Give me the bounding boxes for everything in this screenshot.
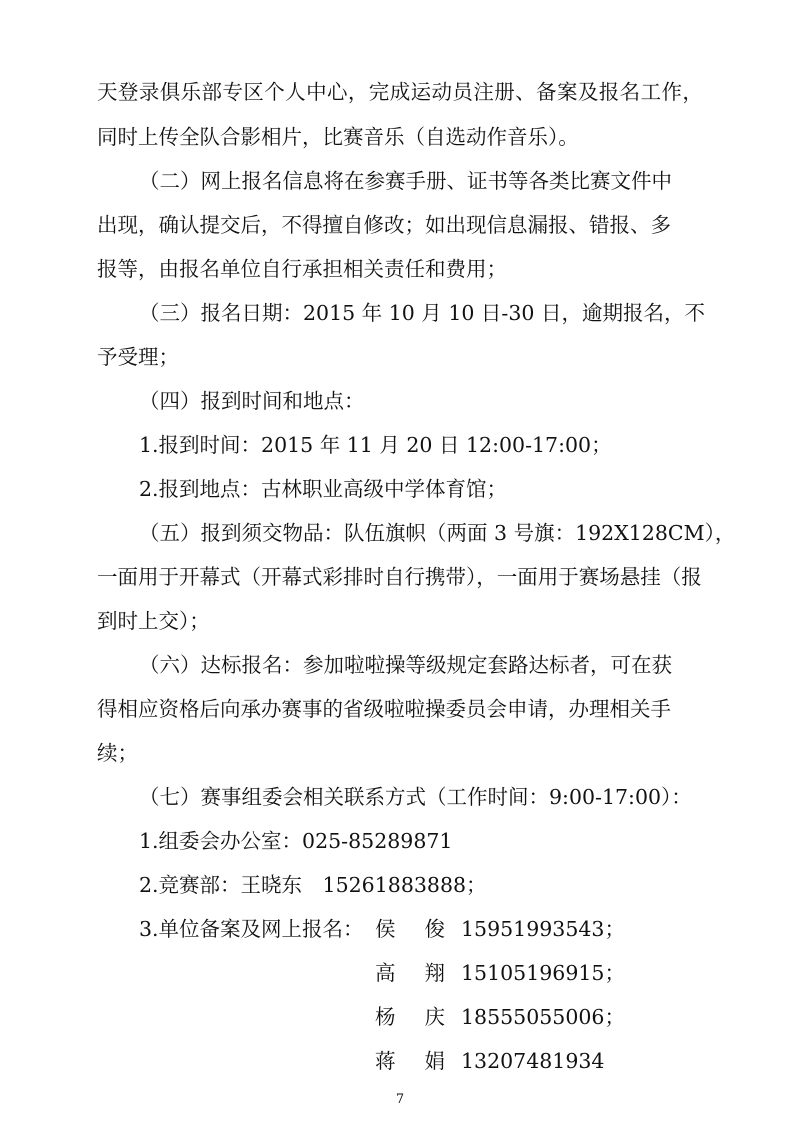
text-line — [97, 78, 703, 106]
glyph: 录 — [138, 80, 160, 104]
text-line: 同时上传全队合影相片，比赛音乐（自选动作音乐）。 — [97, 125, 579, 149]
glyph: 动 — [431, 80, 452, 104]
contact-name: 蒋 娟 — [375, 1049, 445, 1073]
glyph: 员 — [452, 80, 473, 104]
glyph: 、 — [515, 80, 536, 104]
glyph: 俱 — [159, 80, 181, 104]
text-line: 一面用于开幕式（开幕式彩排时自行携带），一面用于赛场悬挂（报 — [97, 565, 702, 589]
glyph: 报 — [598, 80, 620, 104]
text-line: 续； — [97, 741, 138, 765]
glyph: ， — [682, 80, 703, 104]
contact-name: 侯 俊 — [375, 917, 445, 941]
glyph: 人 — [285, 80, 306, 104]
glyph: 案 — [556, 80, 578, 104]
glyph: 心 — [326, 80, 348, 104]
glyph: 成 — [389, 80, 411, 104]
text-line: 得相应资格后向承办赛事的省级啦啦操委员会申请，办理相关手 — [97, 697, 671, 721]
glyph: 备 — [536, 80, 557, 104]
text-line: 2.报到地点：古林职业高级中学体育馆； — [139, 477, 508, 501]
text-line: （七）赛事组委会相关联系方式（工作时间：9:00-17:00）： — [139, 785, 692, 809]
glyph: 区 — [243, 80, 264, 104]
glyph: 登 — [117, 80, 139, 104]
glyph: ， — [347, 80, 369, 104]
text-line: （五）报到须交物品：队伍旗帜（两面 3 号旗：192X128CM）， — [139, 521, 736, 545]
glyph: 名 — [619, 80, 641, 104]
glyph: 册 — [494, 80, 515, 104]
contact-row — [0, 1047, 800, 1075]
contact-row — [0, 915, 800, 943]
text-line: （二）网上报名信息将在参赛手册、证书等各类比赛文件中 — [139, 169, 672, 193]
text-line: 到时上交）； — [97, 609, 210, 633]
glyph: 乐 — [180, 80, 202, 104]
text-line: （六）达标报名：参加啦啦操等级规定套路达标者，可在获 — [139, 653, 672, 677]
glyph: 注 — [473, 80, 494, 104]
page-number: 7 — [395, 1092, 405, 1107]
text-line: 1.报到时间：2015 年 11 月 20 日 12:00-17:00； — [139, 433, 612, 457]
glyph: 专 — [222, 80, 243, 104]
text-line: 1.组委会办公室：025-85289871 — [139, 829, 453, 853]
glyph: 运 — [410, 80, 432, 104]
glyph: 及 — [577, 80, 599, 104]
contact-row — [0, 1003, 800, 1031]
glyph: 中 — [306, 80, 327, 104]
contact-name: 杨 庆 — [375, 1005, 445, 1029]
text-line: 2.竞赛部：王晓东 15261883888； — [139, 873, 487, 897]
contact-name: 高 翔 — [375, 961, 445, 985]
contact-phone: 18555055006； — [461, 1005, 625, 1029]
glyph: 完 — [368, 80, 390, 104]
contact-phone: 15951993543； — [461, 917, 625, 941]
glyph: 部 — [201, 80, 223, 104]
contact-phone: 13207481934 — [461, 1049, 605, 1073]
text-line: 出现，确认提交后，不得擅自修改；如出现信息漏报、错报、多 — [97, 213, 671, 237]
text-line: 报等，由报名单位自行承担相关责任和费用； — [97, 257, 507, 281]
text-line: （三）报名日期：2015 年 10 月 10 日-30 日，逾期报名，不 — [139, 301, 705, 325]
glyph: 天 — [97, 80, 118, 104]
contact-phone: 15105196915； — [461, 961, 625, 985]
glyph: 个 — [264, 80, 285, 104]
text-line: 3.单位备案及网上报名： — [139, 917, 364, 941]
text-line: （四）报到时间和地点： — [139, 389, 365, 413]
glyph: 作 — [661, 80, 682, 104]
glyph: 工 — [640, 80, 662, 104]
text-line: 予受理； — [97, 345, 179, 369]
contact-row — [0, 959, 800, 987]
